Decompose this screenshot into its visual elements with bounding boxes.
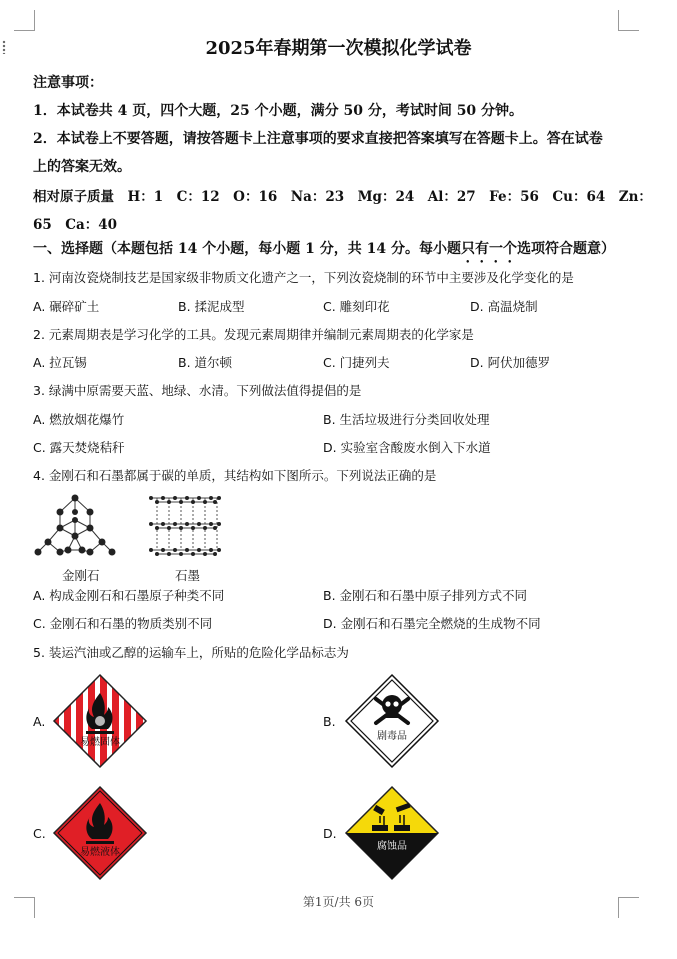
section-1-heading-post: 选项符合题意） [516, 241, 615, 257]
flammable-liquid-text: 易燃液体 [80, 847, 120, 858]
q4-option-b: B. 金刚石和石墨中原子排列方式不同 [323, 588, 528, 603]
q5-option-a-letter: A. [33, 714, 46, 729]
q3-option-b: B. 生活垃圾进行分类回收处理 [323, 412, 490, 427]
corrosive-hazard-sign [344, 785, 440, 881]
graphite-structure-diagram [145, 490, 225, 562]
atomic-mass-line-2: 65 Ca：40 [33, 217, 118, 233]
q1-option-d: D. 高温烧制 [470, 299, 538, 314]
notice-item-1: 1．本试卷共 4 页，四个大题，25 个小题，满分 50 分，考试时间 50 分钟。 [33, 103, 524, 119]
diamond-label: 金刚石 [62, 568, 100, 583]
corrosive-text: 腐蚀品 [377, 841, 407, 852]
section-1-heading [33, 238, 615, 266]
q3-option-a: A. 燃放烟花爆竹 [33, 412, 125, 427]
crop-mark-top-right [618, 10, 639, 31]
diamond-structure-diagram [30, 490, 120, 562]
q1-stem: 1. 河南汝瓷烧制技艺是国家级非物质文化遗产之一，下列汝瓷烧制的环节中主要涉及化学变化的是 [33, 270, 574, 285]
q4-option-c: C. 金刚石和石墨的物质类别不同 [33, 616, 213, 631]
flammable-liquid-hazard-sign [52, 785, 148, 881]
crop-mark-top-left [14, 10, 35, 31]
q3-option-d: D. 实验室含酸废水倒入下水道 [323, 440, 491, 455]
toxic-hazard-sign [344, 673, 440, 769]
q5-stem: 5. 装运汽油或乙醇的运输车上，所贴的危险化学品标志为 [33, 645, 349, 660]
q2-option-c: C. 门捷列夫 [323, 355, 390, 370]
q2-option-b: B. 道尔顿 [178, 355, 233, 370]
q3-option-c: C. 露天焚烧秸秆 [33, 440, 125, 455]
section-1-heading-emph: 只有一个 [460, 241, 517, 257]
q5-option-c-letter: C. [33, 826, 46, 841]
graphite-label: 石墨 [175, 568, 201, 583]
q4-option-d: D. 金刚石和石墨完全燃烧的生成物不同 [323, 616, 541, 631]
q5-option-d-letter: D. [323, 826, 337, 841]
notice-heading: 注意事项： [33, 75, 103, 91]
q1-option-c: C. 雕刻印花 [323, 299, 390, 314]
q1-option-b: B. 揉泥成型 [178, 299, 245, 314]
toxic-text: 剧毒品 [377, 731, 407, 742]
notice-item-2-line-1: 2．本试卷上不要答题，请按答题卡上注意事项的要求直接把答案填写在答题卡上。答在试卷 [33, 131, 603, 147]
notice-item-2-line-2: 上的答案无效。 [33, 159, 131, 175]
q2-option-a: A. 拉瓦锡 [33, 355, 87, 370]
q4-option-a: A. 构成金刚石和石墨原子种类不同 [33, 588, 225, 603]
q3-stem: 3. 绿满中原需要天蓝、地绿、水清。下列做法值得提倡的是 [33, 383, 362, 398]
q5-option-b-letter: B. [323, 714, 336, 729]
flammable-solid-hazard-sign [52, 673, 148, 769]
q1-option-a: A. 碾碎矿土 [33, 299, 100, 314]
section-1-heading-pre: 一、选择题（本题包括 14 个小题，每小题 1 分，共 14 分。每小题 [33, 241, 461, 257]
atomic-mass-line-1: 相对原子质量 H：1 C：12 O：16 Na：23 Mg：24 Al：27 Fe：56 Cu：64 Zn： [33, 189, 652, 205]
page-footer: 第1页/共 6页 [302, 895, 375, 909]
q2-stem: 2. 元素周期表是学习化学的工具。发现元素周期律并编制元素周期表的化学家是 [33, 327, 474, 342]
q2-option-d: D. 阿伏加德罗 [470, 355, 551, 370]
page-title: 2025年春期第一次模拟化学试卷 [205, 38, 472, 59]
flammable-solid-text: 易燃固体 [80, 737, 120, 748]
q4-stem: 4. 金刚石和石墨都属于碳的单质，其结构如下图所示。下列说法正确的是 [33, 468, 437, 483]
